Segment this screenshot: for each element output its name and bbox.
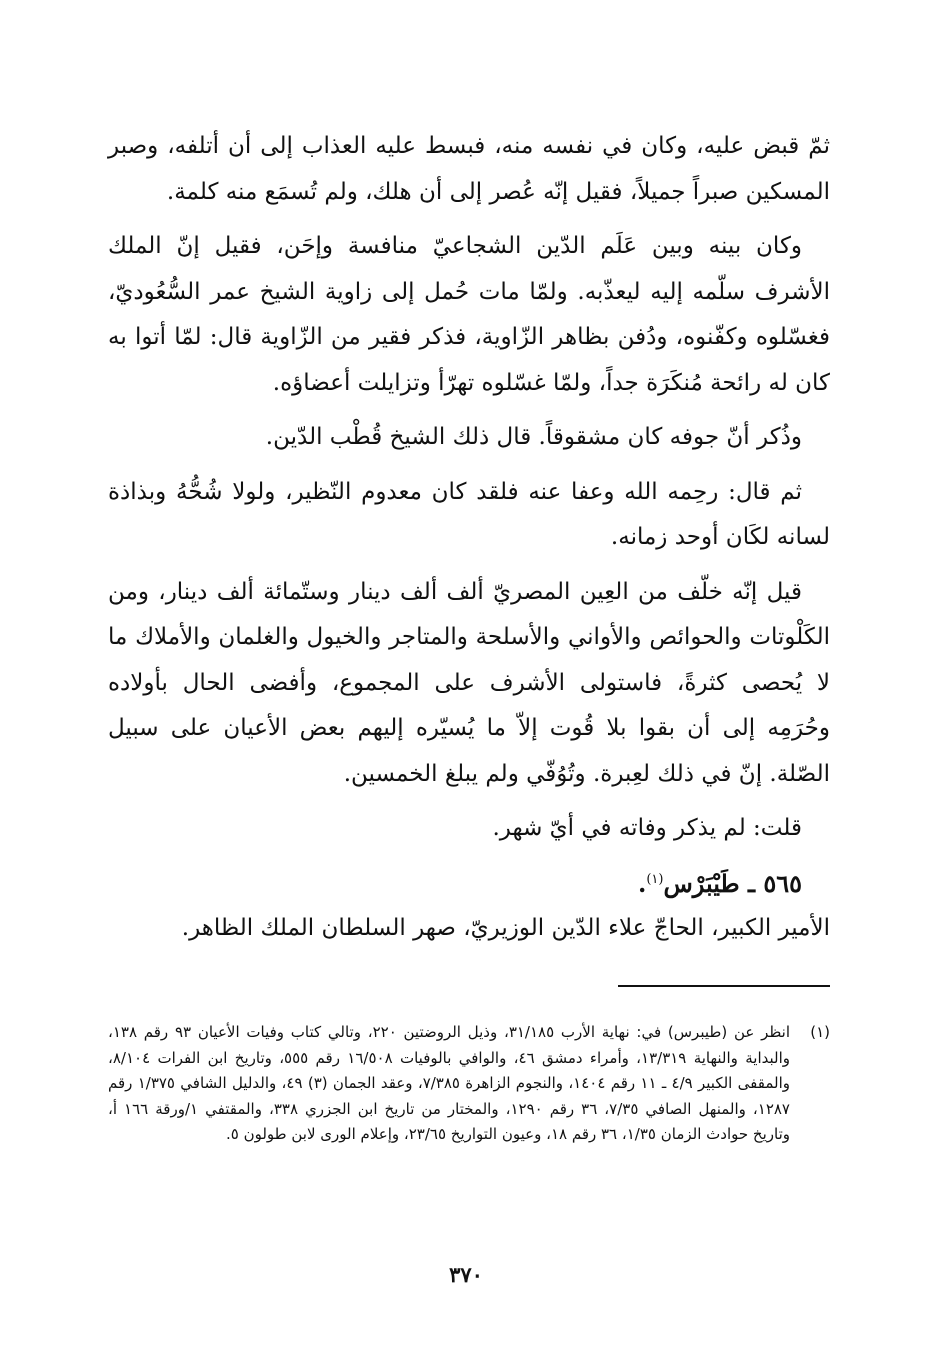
page-number: ٣٧٠ bbox=[449, 1262, 483, 1287]
footnote bbox=[108, 1020, 830, 1148]
footnote-divider bbox=[618, 985, 830, 987]
paragraph: ثم قال: رحِمه الله وعفا عنه فلقد كان معدوم النّظير، ولولا شُحُّهُ وبذاذة لسانه لكَان أوحد زمانه. bbox=[108, 478, 830, 550]
entry-heading bbox=[108, 861, 830, 907]
main-text bbox=[108, 124, 830, 961]
paragraph: قلت: لم يذكر وفاته في أيّ شهر. bbox=[492, 815, 802, 841]
paragraph: قيل إنّه خلّف من العِين المصريّ ألف ألف دينار وستّمائة ألف دينار، ومن الكَلْوتات والحوائص والأواني والأسلحة والمتاجر والخيول والغلمان والأملاك ما لا يُحصى كثرةً، فاستولى الأشرف على المجموع، وأفضى الحال بأولاده وحُرَمِه إلى أن بقوا بلا قُوت إلاّ ما يُسيّره إليهم بعض الأعيان على سبيل الصّلة. إنّ في ذلك لعِبرة. وتُوُفّي ولم يبلغ الخمسين. bbox=[108, 578, 830, 787]
entry-end: . bbox=[637, 868, 647, 898]
footnote-text: انظر عن (طيبرس) في: نهاية الأرب ٣١/١٨٥، وذيل الروضتين ٢٢٠، وتالي كتاب وفيات الأعيان ٩٣ رقم ١٣٨، والبداية والنهاية ١٣/٣١٩، وأمراء دمشق ٤٦، والوافي بالوفيات ١٦/٥٠٨ رقم ٥٥٥، وتاريخ ابن الفرات ٨/١٠٤، والمقفى الكبير ٤/٩ ـ ١١ رقم ١٤٠٤، والنجوم الزاهرة ٧/٣٨٥، وعقد الجمان (٣) ٤٩، والدليل الشافي ١/٣٧٥ رقم ١٢٨٧، والمنهل الصافي ٧/٣٥، ٣٦ رقم ١٢٩٠، والمختار من تاريخ ابن الجزري ٣٣٨، والمقتفي ١/ورقة ١٦٦ أ، وتاريخ حوادث الزمان ١/٣٥، ٣٦ رقم ١٨، وعيون التواريخ ٢٣/٦٥، وإعلام الورى لابن طولون ٥. bbox=[108, 1023, 791, 1143]
paragraph: وكان بينه وبين عَلَم الدّين الشجاعيّ منافسة وإحَن، فقيل إنّ الملك الأشرف سلّمه إليه ليعذّبه. ولمّا مات حُمل إلى زاوية الشيخ عمر السُّعُوديّ، فغسّلوه وكفّنوه، ودُفن بظاهر الزّاوية، فذكر فقير من الزّاوية قال: لمّا أتوا به كان له رائحة مُنكَرَة جداً، ولمّا غسّلوه تهرّأ وتزايلت أعضاؤه. bbox=[108, 233, 830, 396]
paragraph: ثمّ قبض عليه، وكان في نفسه منه، فبسط عليه العذاب إلى أن أتلفه، وصبر المسكين صبراً جميلاً، فقيل إنّه عُصر إلى أن هلك، ولم تُسمَع منه كلمة. bbox=[108, 133, 830, 205]
entry-name: طَيْبَرْس bbox=[663, 868, 740, 898]
entry-number: ٥٦٥ ـ bbox=[747, 868, 802, 898]
footnote-number: (١) bbox=[810, 1023, 830, 1041]
paragraph: وذُكر أنّ جوفه كان مشقوقاً. قال ذلك الشيخ قُطْب الدّين. bbox=[265, 424, 802, 450]
entry-description: الأمير الكبير، الحاجّ علاء الدّين الوزيريّ، صهر السلطان الملك الظاهر. bbox=[181, 915, 830, 941]
footnote-reference[interactable]: (١) bbox=[646, 871, 664, 887]
